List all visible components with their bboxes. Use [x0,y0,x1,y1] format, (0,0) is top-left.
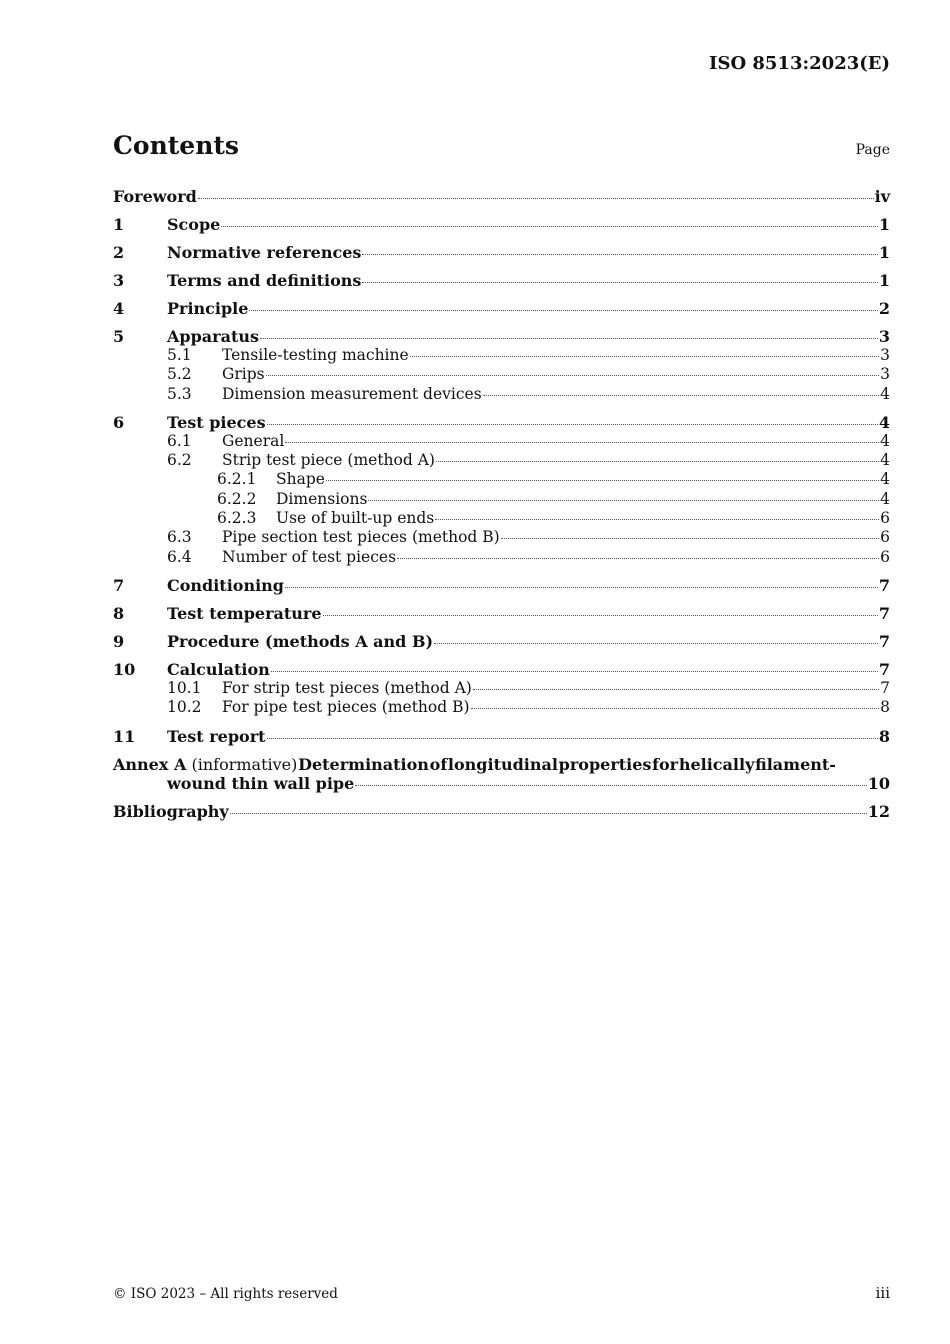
dot-leader [355,785,866,786]
toc-entry-number: 8 [113,603,125,623]
toc-entry[interactable] [113,299,890,318]
toc-entry-title: Pipe section test pieces (method B) [222,528,500,547]
toc-entry-title: Procedure (methods A and B) [167,631,434,651]
toc-entry-number: 6.4 [167,547,192,566]
toc-entry[interactable] [113,509,890,528]
toc-entry-page: 7 [878,603,890,623]
toc-entry-title: Conditioning [167,575,284,595]
toc-entry-page: 4 [880,489,890,508]
dot-leader [483,395,879,396]
toc-entry[interactable] [113,576,890,595]
toc-entry-page: 8 [878,726,890,746]
page-column-label: Page [855,142,890,158]
toc-entry-number: 6.2.1 [217,470,257,489]
toc-entry-title: Terms and definitions [167,271,362,290]
toc-entry-page: 4 [880,451,890,470]
toc-entry-number: 6.2.3 [217,509,257,528]
dot-leader [285,442,879,443]
toc-entry-page: 2 [878,299,890,318]
toc-entry[interactable] [113,385,890,404]
toc-entry-page: 3 [880,346,890,364]
bibliography-page: 12 [867,801,890,821]
annex-title-word: Determination [298,754,429,774]
dot-leader [285,587,878,588]
toc-entry[interactable] [113,365,890,384]
dot-leader [410,356,879,357]
toc-entry-number: 6 [113,412,125,432]
toc-entry[interactable] [113,327,890,346]
document-id: ISO 8513:2023(E) [709,53,890,74]
toc-entry-page: 6 [880,528,890,547]
toc-entry-number: 10 [113,659,136,679]
toc-entry-number: 6.1 [167,431,192,450]
toc-entry[interactable] [113,451,890,470]
table-of-contents [113,184,890,821]
dot-leader [326,480,879,481]
dot-leader [267,738,878,739]
toc-entry[interactable] [113,215,890,234]
toc-entry[interactable] [113,548,890,567]
toc-entry-number: 2 [113,243,125,262]
toc-entry-page: 1 [878,215,890,234]
toc-bibliography[interactable] [113,802,890,821]
toc-entry[interactable] [113,432,890,451]
toc-entry[interactable] [113,187,890,206]
toc-entry-title: Dimension measurement devices [222,384,482,403]
annex-page: 10 [867,773,890,793]
annex-title-line2: wound thin wall pipe [167,773,355,793]
toc-entry[interactable] [113,243,890,262]
dot-leader [368,500,879,501]
dot-leader [221,226,878,227]
toc-entry-page: 8 [880,698,890,717]
toc-entry-page: 4 [880,470,890,489]
toc-entry-page: 4 [880,431,890,450]
toc-entry-number: 10.2 [167,698,202,717]
toc-entry-title: Shape [276,470,325,489]
annex-title-word: for [652,754,679,774]
toc-entry-page: 6 [880,547,890,566]
toc-entry-title: Number of test pieces [222,547,397,566]
toc-entry-number: 5.1 [167,346,192,364]
dot-leader [271,671,878,672]
toc-entry[interactable] [113,470,890,489]
dot-leader [397,558,879,559]
toc-entry-title: Foreword [113,187,197,206]
toc-entry-number: 4 [113,299,125,318]
dot-leader [323,615,878,616]
dot-leader [260,338,878,339]
toc-entry-page: 7 [880,678,890,697]
toc-entry-page: 6 [880,509,890,528]
toc-entry[interactable] [113,698,890,717]
toc-entry-page: iv [874,187,890,206]
toc-entry[interactable] [113,490,890,509]
toc-entry-title: Test report [167,726,266,746]
annex-title-word: filament- [755,754,836,774]
toc-entry[interactable] [113,413,890,432]
toc-entry-title: Strip test piece (method A) [222,451,435,470]
toc-entry-number: 6.3 [167,528,192,547]
toc-entry-page: 3 [878,327,890,346]
dot-leader [435,519,879,520]
toc-entry-number: 6.2 [167,451,192,470]
bibliography-title: Bibliography [113,801,229,821]
toc-entry-title: Use of built-up ends [276,509,435,528]
annex-type: (informative) [191,754,298,774]
toc-entry-title: For strip test pieces (method A) [222,678,472,697]
toc-entry[interactable] [113,528,890,547]
toc-entry[interactable] [113,727,890,746]
toc-entry-page: 7 [878,575,890,595]
dot-leader [266,375,880,376]
toc-entry-page: 7 [878,659,890,679]
toc-entry-number: 10.1 [167,678,202,697]
toc-entry-title: Test pieces [167,412,266,432]
toc-entry-number: 6.2.2 [217,489,257,508]
dot-leader [230,813,867,814]
toc-entry[interactable] [113,346,890,365]
toc-entry-title: Dimensions [276,489,368,508]
toc-entry-number: 9 [113,631,125,651]
annex-title-word: longitudinal [447,754,558,774]
toc-entry-title: General [222,431,285,450]
toc-entry-page: 4 [878,412,890,432]
dot-leader [434,643,878,644]
page-number: iii [875,1284,890,1302]
toc-entry-page: 4 [880,384,890,403]
toc-entry[interactable] [113,660,890,679]
dot-leader [362,282,877,283]
toc-entry-number: 3 [113,271,125,290]
toc-entry-number: 1 [113,215,125,234]
dot-leader [362,254,877,255]
toc-entry-title: Test temperature [167,603,322,623]
toc-entry-title: Grips [222,365,265,384]
toc-entry-page: 1 [878,243,890,262]
toc-entry-page: 1 [878,271,890,290]
toc-entry-title: Scope [167,215,221,234]
toc-entry-number: 11 [113,726,136,746]
annex-title-word: helically [678,754,755,774]
toc-entry-number: 7 [113,575,125,595]
toc-entry[interactable] [113,632,890,651]
toc-entry[interactable] [113,604,890,623]
annex-title-word: properties [558,754,652,774]
toc-entry-page: 3 [880,365,890,384]
dot-leader [473,689,879,690]
dot-leader [471,708,880,709]
toc-entry[interactable] [113,679,890,698]
toc-annex-a[interactable] [113,755,890,793]
dot-leader [249,310,877,311]
contents-heading: Contents [113,131,240,160]
toc-entry-page: 7 [878,631,890,651]
dot-leader [436,461,879,462]
annex-label: Annex A [113,754,187,774]
toc-entry-title: Normative references [167,243,362,262]
toc-entry[interactable] [113,271,890,290]
dot-leader [501,538,879,539]
toc-entry-number: 5.2 [167,365,192,384]
toc-entry-number: 5.3 [167,384,192,403]
toc-entry-title: Calculation [167,659,270,679]
toc-entry-title: Tensile-testing machine [222,346,409,364]
dot-leader [267,424,878,425]
annex-title-word: of [429,754,448,774]
copyright-notice: © ISO 2023 – All rights reserved [113,1286,338,1302]
toc-entry-title: Apparatus [167,327,259,346]
toc-entry-title: For pipe test pieces (method B) [222,698,470,717]
toc-entry-title: Principle [167,299,249,318]
toc-entry-number: 5 [113,327,125,346]
dot-leader [198,198,874,199]
